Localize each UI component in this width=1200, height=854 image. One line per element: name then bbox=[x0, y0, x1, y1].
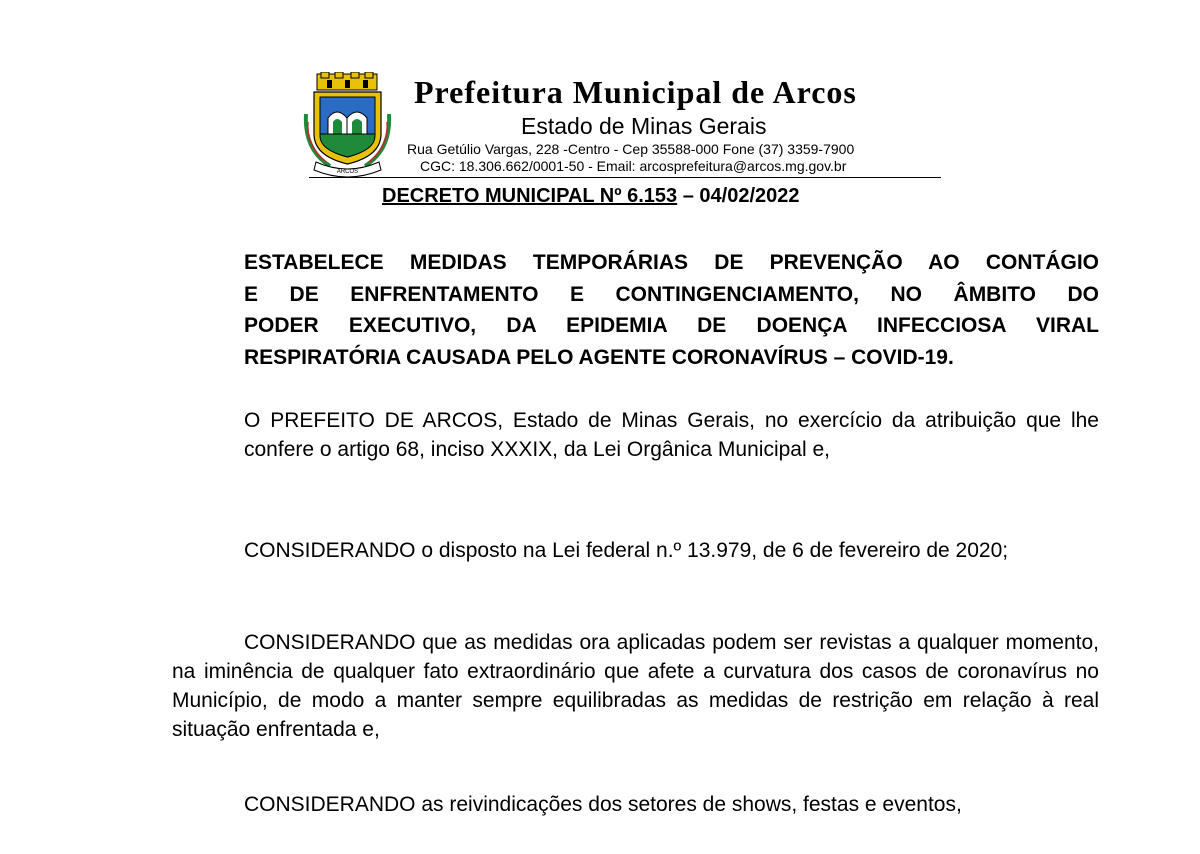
considerando-paragraph: CONSIDERANDO que as medidas ora aplicadas podem ser revistas a qualquer momento, na iminência de qualquer fato extraordinário que afete a curvatura dos casos de coronavírus no Município, de modo a manter sempre equilibradas as medidas de restrição em relação à real situação enfrentada e, bbox=[172, 631, 1099, 741]
summary-line: RESPIRATÓRIA CAUSADA PELO AGENTE CORONAVÍRUS – COVID-19. bbox=[244, 345, 954, 369]
summary-line: E DE ENFRENTAMENTO E CONTINGENCIAMENTO, NO ÂMBITO DO bbox=[244, 282, 1099, 306]
header-divider bbox=[309, 177, 941, 178]
municipal-crest-emblem bbox=[300, 72, 395, 180]
summary-line: ESTABELECE MEDIDAS TEMPORÁRIAS DE PREVENÇÃO AO CONTÁGIO bbox=[244, 251, 1099, 274]
decree-heading bbox=[382, 185, 800, 208]
decree-summary bbox=[244, 247, 1099, 373]
considerando-paragraph: CONSIDERANDO o disposto na Lei federal n.º 13.979, de 6 de fevereiro de 2020; bbox=[244, 539, 1009, 562]
page-title: Prefeitura Municipal de Arcos bbox=[414, 74, 857, 110]
considerando-paragraph: CONSIDERANDO as reivindicações dos setores de shows, festas e eventos, bbox=[244, 793, 962, 816]
intro-paragraph: O PREFEITO DE ARCOS, Estado de Minas Gerais, no exercício da atribuição que lhe confere o artigo 68, inciso XXXIX, da Lei Orgânica Municipal e, bbox=[244, 409, 1099, 461]
decree-date: – 04/02/2022 bbox=[677, 185, 800, 207]
address-line: Rua Getúlio Vargas, 228 -Centro - Cep 35588-000 Fone (37) 3359-7900 bbox=[407, 141, 855, 157]
decree-number: DECRETO MUNICIPAL Nº 6.153 bbox=[382, 185, 678, 207]
cgc-email-line: CGC: 18.306.662/0001-50 - Email: arcosprefeitura@arcos.mg.gov.br bbox=[420, 158, 847, 174]
state-subtitle: Estado de Minas Gerais bbox=[521, 113, 767, 139]
summary-line: PODER EXECUTIVO, DA EPIDEMIA DE DOENÇA INFECCIOSA VIRAL bbox=[244, 314, 1099, 337]
crest-ribbon-text: ARCOS bbox=[336, 169, 359, 175]
